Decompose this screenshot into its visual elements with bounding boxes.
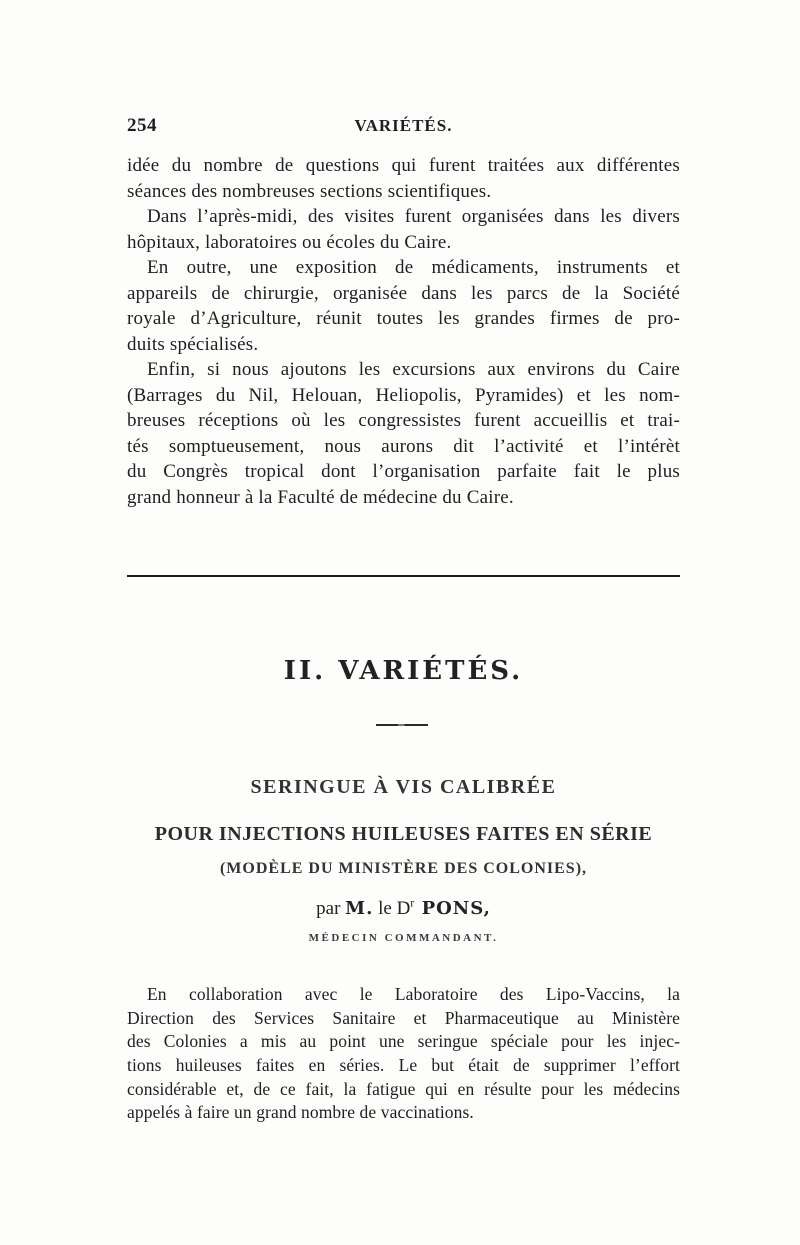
byline-prefix: par (316, 898, 346, 919)
body-line: Dans l’après-midi, des visites furent organisées dans les divers (147, 206, 680, 227)
byline-honorific: M. (345, 898, 374, 919)
article-subtitle: (MODÈLE DU MINISTÈRE DES COLONIES), (219, 860, 588, 877)
body-line: tés somptueusement, nous aurons dit l’activité et l’intérèt (127, 435, 680, 457)
article-paragraph (127, 983, 680, 1125)
body-line: En outre, une exposition de médicaments, instruments et (147, 257, 680, 278)
section-divider-rule (127, 575, 680, 577)
running-title: VARIÉTÉS. (354, 116, 453, 135)
article-title-line1: SERINGUE À VIS CALIBRÉE (250, 776, 557, 798)
byline (127, 895, 680, 920)
body-line: grand honneur à la Faculté de médecine du Caire. (127, 486, 514, 508)
body-line: (Barrages du Nil, Helouan, Heliopolis, Pyramides) et les nom- (127, 384, 680, 406)
body-line: considérable et, de ce fait, la fatigue qui en résulte pour les médecins (127, 1078, 680, 1099)
section-heading: II. VARIÉTÉS. (283, 656, 524, 686)
body-line: tions huileuses faites en séries. Le but était de supprimer l’effort (127, 1055, 680, 1076)
intro-paragraphs (127, 153, 680, 510)
body-line: appareils de chirurgie, organisée dans les parcs de la Société (127, 282, 680, 304)
short-divider (376, 724, 428, 726)
doctor-abbrev-superscript: r (410, 895, 415, 910)
page-number: 254 (127, 115, 157, 136)
body-line: des Colonies a mis au point une seringue spéciale pour les injec- (127, 1031, 680, 1052)
author-role: MÉDECIN COMMANDANT. (308, 932, 499, 944)
body-line: appelés à faire un grand nombre de vaccinations. (127, 1102, 474, 1123)
body-line: royale d’Agriculture, réunit toutes les grandes firmes de pro- (127, 308, 680, 329)
byline-middle: le D (373, 898, 411, 919)
body-line: séances des nombreuses sections scientifiques. (127, 180, 492, 202)
body-line: idée du nombre de questions qui furent traitées aux différentes (127, 155, 680, 176)
body-line: Direction des Services Sanitaire et Pharmaceutique au Ministère (127, 1007, 680, 1028)
body-line: du Congrès tropical dont l’organisation parfaite fait le plus (127, 461, 680, 482)
body-line: En collaboration avec le Laboratoire des Lipo-Vaccins, la (147, 984, 680, 1004)
body-line: duits spécialisés. (127, 333, 259, 355)
author-name: PONS, (414, 898, 491, 919)
body-line: Enfin, si nous ajoutons les excursions aux environs du Caire (147, 359, 680, 380)
body-line: breuses réceptions où les congressistes furent accueillis et trai- (127, 410, 680, 431)
article-title-line2: POUR INJECTIONS HUILEUSES FAITES EN SÉRIE (154, 823, 653, 845)
body-line: hôpitaux, laboratoires ou écoles du Caire. (127, 231, 452, 253)
